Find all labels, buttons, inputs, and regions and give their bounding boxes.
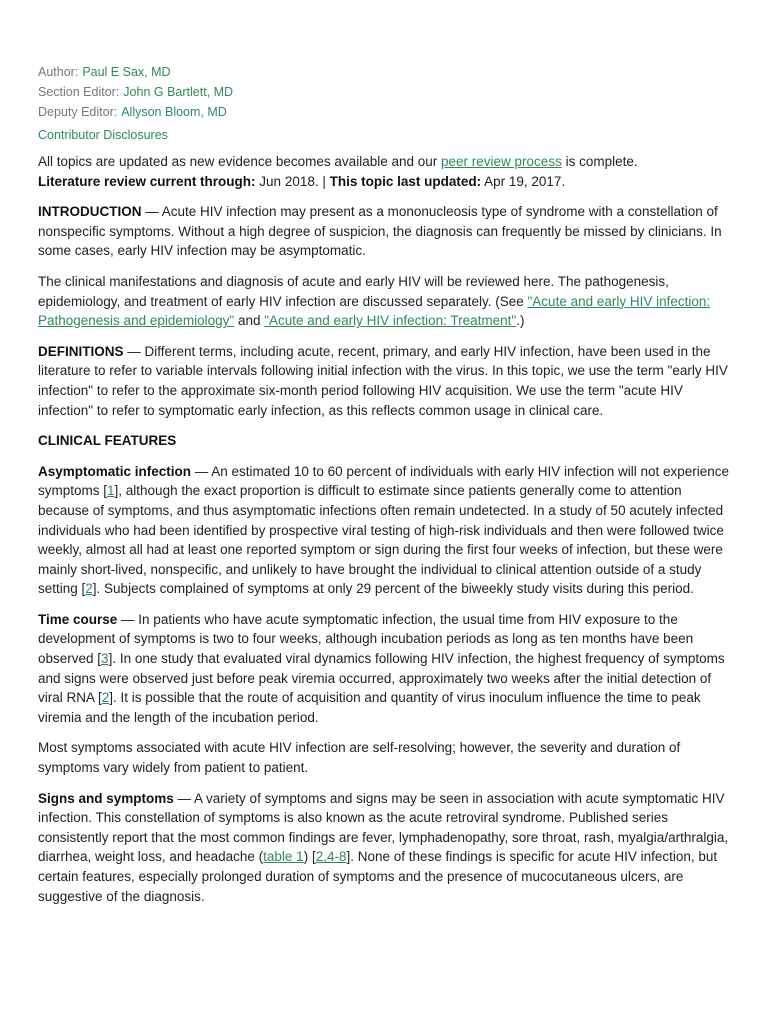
update-status — [38, 152, 732, 191]
introduction-text: — Acute HIV infection may present as a mononucleosis type of syndrome with a constellation of nonspecific symptoms. Without a high degree of suspicion, the diagnosis can frequently be missed by clinicians. In some cases, early HIV infection may be asymptomatic. — [38, 204, 722, 259]
definitions-text: — Different terms, including acute, recent, primary, and early HIV infection, have been used in the literature to refer to variable intervals following initial infection with the virus. In this topic, we use the term "early HIV infection" to refer to the approximate six-month period following HIV acquisition. We use the term "acute HIV infection" to refer to symptomatic early infection, as this reflects common usage in clinical care. — [38, 343, 728, 418]
asymptomatic-paragraph — [38, 462, 732, 599]
peer-review-link[interactable]: peer review process — [441, 154, 562, 169]
author-label: Author: — [38, 65, 79, 79]
time-course-text-2: ]. In one study that evaluated viral dynamics following HIV infection, the highest frequency of symptoms and signs were observed just before peak viremia occurred, approximately two weeks after the initial detection of viral RNA [ — [38, 651, 725, 706]
scope-text-mid: and — [234, 313, 265, 329]
signs-text-2: ) [ — [303, 849, 316, 865]
signs-text: — A variety of symptoms and signs may be seen in association with acute symptomatic HIV infection. This constellation of symptoms is also known as the acute retroviral syndrome. Published series consistently report that the most common findings are fever, lymphadenopathy, sore throat, rash, myalgia/arthralgia, diarrhea, weight loss, and headache ( — [38, 790, 729, 865]
reference-link[interactable]: 2 — [85, 581, 93, 597]
reference-link[interactable]: 2,4-8 — [315, 849, 347, 865]
last-updated-value: Apr 19, 2017. — [481, 173, 566, 189]
status-text: All topics are updated as new evidence becomes available and our — [38, 154, 442, 169]
clinical-features-heading: CLINICAL FEATURES — [38, 433, 177, 449]
asymptomatic-heading: Asymptomatic infection — [38, 463, 192, 479]
asymptomatic-text-2: ], although the exact proportion is difficult to estimate since patients generally come to attention because of symptoms, and thus asymptomatic infections often remain undetected. In a study of 50 acutely infected individuals who had been identified by prospective viral testing of high-risk individuals and then were followed twice weekly, almost all had at least one reported symptom or sign during the first four weeks of infection, but these were mainly short-lived, nonspecific, and unlikely to have brought the individual to clinical attention outside of a study setting [ — [38, 483, 724, 597]
time-course-text-3: ]. It is possible that the route of acquisition and quantity of virus inoculum influence the time to peak viremia and the length of the incubation period. — [38, 690, 701, 725]
treatment-topic-link[interactable]: "Acute and early HIV infection: Treatment" — [264, 313, 517, 329]
contributor-disclosures-link[interactable]: Contributor Disclosures — [38, 128, 168, 142]
author-link[interactable]: Paul E Sax, MD — [82, 65, 171, 79]
signs-text-3: ]. None of these findings is specific for acute HIV infection, but certain features, especially prolonged duration of symptoms and the presence of mucocutaneous ulcers, are suggestive of the diagnosis. — [38, 849, 718, 904]
section-editor-label: Section Editor: — [38, 85, 120, 99]
scope-paragraph — [38, 272, 732, 331]
status-text-end: is complete. — [561, 154, 638, 169]
introduction-paragraph — [38, 202, 732, 261]
deputy-editor-link[interactable]: Allyson Bloom, MD — [121, 105, 227, 119]
last-updated-label: This topic last updated: — [329, 173, 482, 189]
symptom-variability-paragraph: Most symptoms associated with acute HIV infection are self-resolving; however, the severity and duration of symptoms vary widely from patient to patient. — [38, 740, 681, 776]
deputy-editor-line — [38, 102, 732, 122]
time-course-paragraph — [38, 610, 732, 728]
deputy-editor-label: Deputy Editor: — [38, 105, 118, 119]
introduction-heading: INTRODUCTION — [38, 204, 142, 220]
section-editor-line — [38, 82, 732, 102]
table-link[interactable]: table 1 — [263, 849, 304, 865]
scope-text-end: .) — [516, 313, 525, 329]
definitions-heading: DEFINITIONS — [38, 343, 124, 359]
reference-link[interactable]: 1 — [107, 483, 115, 499]
asymptomatic-text: — An estimated 10 to 60 percent of individuals with early HIV infection will not experience symptoms [ — [38, 463, 730, 499]
reference-link[interactable]: 2 — [101, 690, 110, 706]
literature-review-label: Literature review current through: — [38, 173, 256, 189]
pathogenesis-topic-link[interactable]: "Acute and early HIV infection: Pathogenesis and epidemiology" — [38, 293, 711, 329]
reference-link[interactable]: 3 — [101, 651, 109, 667]
signs-and-symptoms-paragraph — [38, 789, 732, 907]
definitions-paragraph — [38, 342, 732, 420]
literature-review-value: Jun 2018. | — [255, 173, 330, 189]
time-course-heading: Time course — [38, 611, 118, 627]
asymptomatic-text-3: ]. Subjects complained of symptoms at only 29 percent of the biweekly study visits during this period. — [92, 581, 694, 597]
scope-text: The clinical manifestations and diagnosis of acute and early HIV will be reviewed here. The pathogenesis, epidemiology, and treatment of early HIV infection are discussed separately. (See — [38, 273, 669, 309]
section-editor-link[interactable]: John G Bartlett, MD — [123, 85, 234, 99]
article — [38, 62, 732, 906]
signs-and-symptoms-heading: Signs and symptoms — [38, 790, 174, 806]
time-course-text: — In patients who have acute symptomatic infection, the usual time from HIV exposure to the development of symptoms is two to four weeks, although incubation periods as long as ten months have been observed [ — [38, 611, 694, 667]
author-line — [38, 62, 732, 82]
